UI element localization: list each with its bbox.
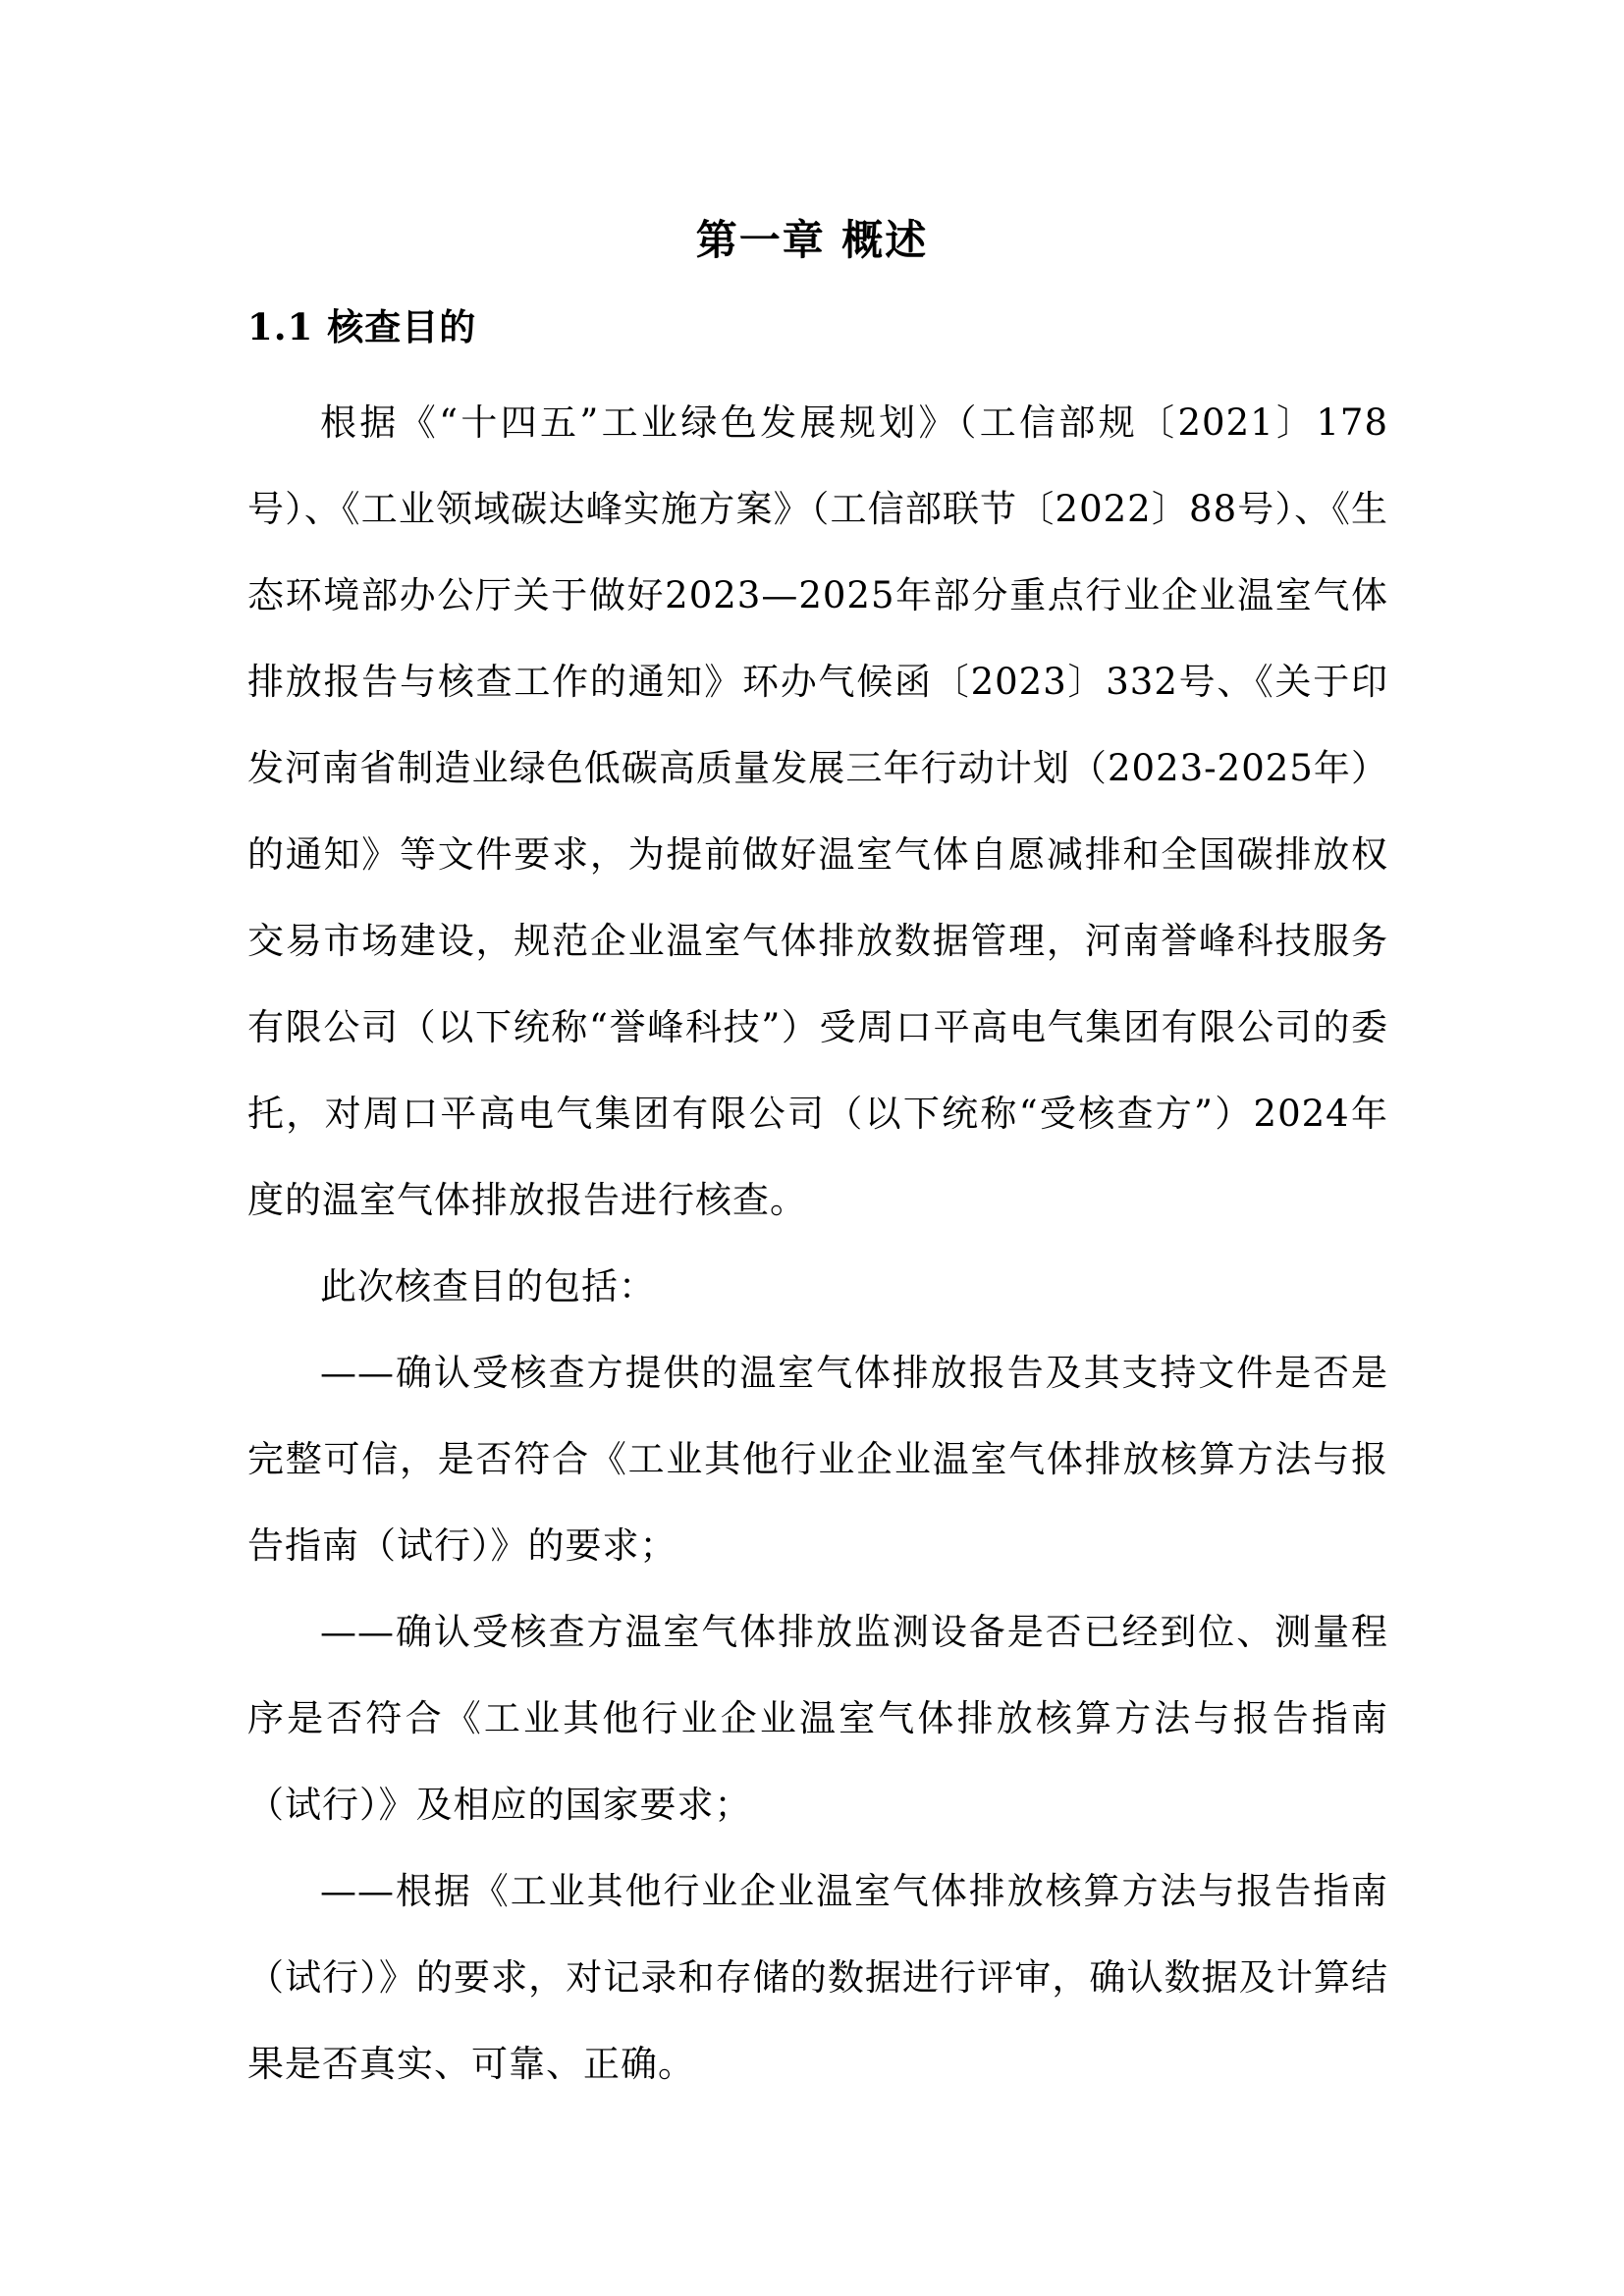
section-body bbox=[247, 380, 1388, 2108]
paragraph-objective-1: ——确认受核查方提供的温室气体排放报告及其支持文件是否是完整可信，是否符合《工业其他行业企业温室气体排放核算方法与报告指南（试行）》的要求； bbox=[247, 1352, 1388, 1567]
paragraph-objective-2: ——确认受核查方温室气体排放监测设备是否已经到位、测量程序是否符合《工业其他行业企业温室气体排放核算方法与报告指南（试行）》及相应的国家要求； bbox=[247, 1611, 1388, 1826]
chapter-title: 第一章 概述 bbox=[695, 216, 929, 264]
paragraph-background: 根据《“十四五”工业绿色发展规划》（工信部规〔2021〕178号）、《工业领域碳达峰实施方案》（工信部联节〔2022〕88号）、《生态环境部办公厅关于做好2023—2025年部分重点行业企业温室气体排放报告与核查工作的通知》环办气候函〔2023〕332号、《关于印发河南省制造业绿色低碳高质量发展三年行动计划（2023-2025年）的通知》等文件要求，为提前做好温室气体自愿减排和全国碳排放权交易市场建设，规范企业温室气体排放数据管理，河南誉峰科技服务有限公司（以下统称“誉峰科技”）受周口平高电气集团有限公司的委托，对周口平高电气集团有限公司（以下统称“受核查方”）2024年度的温室气体排放报告进行核查。 bbox=[247, 401, 1388, 1221]
paragraph-objective-3: ——根据《工业其他行业企业温室气体排放核算方法与报告指南（试行）》的要求，对记录和存储的数据进行评审，确认数据及计算结果是否真实、可靠、正确。 bbox=[247, 1870, 1388, 2085]
paragraph-objectives-intro: 此次核查目的包括： bbox=[320, 1265, 656, 1308]
section-heading: 1.1 核查目的 bbox=[247, 305, 477, 348]
